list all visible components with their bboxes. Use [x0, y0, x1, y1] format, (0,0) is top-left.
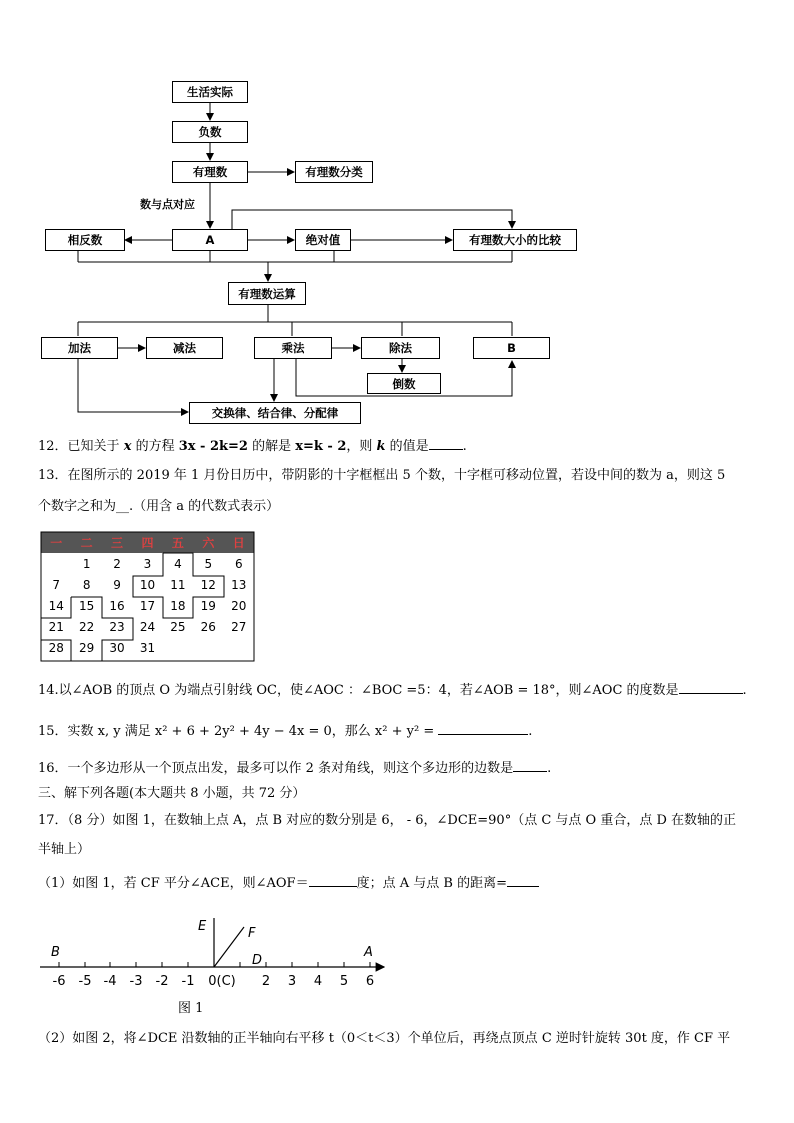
calendar-day: 16: [109, 598, 125, 613]
question-15: [38, 722, 532, 741]
q14-answer-blank[interactable]: [679, 681, 743, 694]
flow-operations-label: 有理数运算: [238, 286, 296, 301]
flow-life-label: 生活实际: [187, 85, 233, 99]
label-f: F: [248, 926, 256, 941]
calendar-day: 26: [200, 619, 216, 634]
calendar-day: 11: [170, 577, 186, 592]
q12-text5: 的值是: [385, 439, 429, 454]
flow-compare-label: 有理数大小的比较: [469, 233, 561, 247]
q12-var-k: k: [376, 439, 386, 454]
axis-tick-label: 2: [261, 974, 271, 989]
flow-box-b: [473, 337, 550, 359]
q14-end: .: [742, 683, 747, 698]
question-13-line2: 个数字之和为__.（用含 a 的代数式表示）: [38, 499, 280, 514]
q12-text4: ，则: [346, 439, 377, 454]
calendar-day: 12: [200, 577, 216, 592]
movable-cross-frame: [41, 597, 133, 661]
q16-end: .: [547, 761, 552, 776]
q15-answer-blank[interactable]: [438, 722, 528, 735]
q12-end: .: [462, 439, 467, 454]
calendar-day: 18: [170, 598, 186, 613]
q17-part1b-text: 度；点 A 与点 B 的距离=: [356, 876, 507, 891]
shaded-cross-frame: [133, 553, 224, 618]
calendar-day: 31: [139, 640, 156, 655]
q16-answer-blank[interactable]: [513, 759, 547, 772]
axis-tick-label: -5: [78, 974, 92, 989]
q17-distance-blank[interactable]: [507, 874, 539, 887]
calendar-day: 8: [82, 577, 91, 592]
flow-box-compare: [453, 229, 577, 251]
calendar-day: 4: [174, 556, 182, 571]
flow-reciprocal-label: 倒数: [392, 376, 416, 391]
figure-1-caption: 图 1: [178, 1001, 204, 1016]
calendar-day: 19: [200, 598, 216, 613]
flow-rational-label: 有理数: [192, 165, 228, 179]
q12-equation: 3x - 2k=2: [178, 439, 248, 454]
q12-number: 12．: [38, 439, 68, 454]
section-3-heading: 三、解下列各题(本大题共 8 小题，共 72 分）: [38, 786, 306, 801]
calendar-day: 28: [48, 640, 64, 655]
calendar-header-sat: 六: [193, 532, 223, 553]
calendar-day: 24: [139, 619, 156, 634]
calendar-day: 30: [109, 640, 125, 655]
flow-abs-label: 绝对值: [305, 233, 341, 247]
question-13-line1: 13．在图所示的 2019 年 1 月份日历中，带阴影的十字框框出 5 个数，十字框可移动位置，若设中间的数为 a，则这 5: [38, 468, 726, 483]
axis-tick-label: 4: [313, 974, 323, 989]
calendar-day: 14: [48, 598, 64, 613]
q12-text1: 已知关于: [67, 439, 124, 454]
calendar-day: 17: [139, 598, 156, 613]
q15-end: .: [528, 724, 533, 739]
axis-tick-label: -2: [155, 974, 169, 989]
flow-classification-label: 有理数分类: [305, 165, 363, 179]
ray-cf: [214, 927, 244, 967]
question-17-part2: （2）如图 2，将∠DCE 沿数轴的正半轴向右平移 t（0＜t＜3）个单位后，再绕点顶点 C 逆时针旋转 30t 度，作 CF 平: [38, 1031, 731, 1046]
calendar-day: 25: [170, 619, 186, 634]
flow-box-reciprocal: [367, 373, 441, 394]
axis-tick-label: -6: [52, 974, 66, 989]
axis-tick-label: 3: [287, 974, 297, 989]
flow-box-div: [361, 337, 440, 359]
calendar-frames: [0, 0, 300, 670]
question-17-line1: 17．（8 分）如图 1，在数轴上点 A，点 B 对应的数分别是 6， - 6，∠DCE=90°（点 C 与点 O 重合，点 D 在数轴的正: [38, 813, 737, 828]
q15-text: 15．实数 x, y 满足 x² + 6 + 2y² + 4y − 4x = 0，那么 x² + y² =: [38, 724, 435, 739]
q16-text: 16．一个多边形从一个顶点出发，最多可以作 2 条对角线，则这个多边形的边数是: [38, 761, 514, 776]
flow-sub-label: 减法: [173, 341, 196, 355]
q12-answer-blank[interactable]: [429, 437, 463, 450]
flow-mul-label: 乘法: [281, 341, 305, 355]
calendar-day: 6: [234, 556, 243, 571]
flow-negative-label: 负数: [198, 125, 222, 139]
axis-tick-label: 6: [365, 974, 375, 989]
label-a: A: [364, 945, 373, 960]
q12-var-x: x: [123, 439, 132, 454]
calendar-day: 10: [139, 577, 156, 592]
question-16: [38, 759, 551, 778]
q12-text2: 的方程: [131, 439, 179, 454]
calendar-day: 9: [113, 577, 121, 592]
label-e: E: [198, 919, 207, 934]
calendar-header-wed: 三: [102, 532, 132, 553]
calendar-day: 23: [109, 619, 125, 634]
calendar-day: 15: [78, 598, 95, 613]
axis-tick-label: -1: [181, 974, 195, 989]
calendar-day: 7: [52, 577, 61, 592]
label-d: D: [252, 953, 263, 968]
flow-div-label: 除法: [389, 341, 412, 355]
calendar-day: 20: [231, 598, 247, 613]
question-17-part1: [38, 874, 539, 893]
calendar-day: 3: [143, 556, 152, 571]
label-b: B: [51, 945, 60, 960]
calendar-day: 1: [82, 556, 91, 571]
axis-tick-label: 0(C): [208, 974, 236, 989]
calendar-header-tue: 二: [71, 532, 101, 553]
calendar-header-mon: 一: [41, 532, 71, 553]
q17-part1-text: （1）如图 1，若 CF 平分∠ACE，则∠AOF＝: [38, 876, 309, 891]
calendar-day: 13: [231, 577, 247, 592]
flow-correspondence-label: 数与点对应: [140, 198, 195, 211]
flow-box-abs: [295, 229, 351, 251]
calendar-header-thu: 四: [132, 532, 162, 553]
axis-tick-label: -4: [103, 974, 117, 989]
question-14: [38, 681, 747, 700]
calendar-day: 21: [48, 619, 64, 634]
q17-angle-blank[interactable]: [309, 874, 357, 887]
calendar-header-fri: 五: [163, 532, 193, 553]
axis-tick-label: -3: [129, 974, 143, 989]
flow-a-label: A: [205, 233, 215, 247]
flow-add-label: 加法: [68, 341, 91, 355]
q14-text: 14.以∠AOB 的顶点 O 为端点引射线 OC，使∠AOC ：∠BOC =5：4，若∠AOB = 18°，则∠AOC 的度数是: [38, 683, 679, 698]
flow-b-label: B: [507, 341, 516, 355]
figure-1-number-line: [30, 912, 400, 992]
question-17-line2: 半轴上）: [38, 842, 91, 857]
q12-text3: 的解是: [247, 439, 296, 454]
axis-tick-label: 5: [339, 974, 349, 989]
calendar-header-sun: 日: [224, 532, 254, 553]
flow-box-classification: [295, 161, 373, 183]
flow-opposite-label: 相反数: [67, 233, 103, 247]
calendar-day: 27: [231, 619, 247, 634]
q12-solution: x=k - 2: [295, 439, 347, 454]
calendar-day: 22: [78, 619, 95, 634]
calendar-day: 5: [204, 556, 213, 571]
flow-laws-label: 交换律、结合律、分配律: [211, 406, 339, 420]
calendar-day: 2: [113, 556, 121, 571]
calendar-day: 29: [78, 640, 95, 655]
